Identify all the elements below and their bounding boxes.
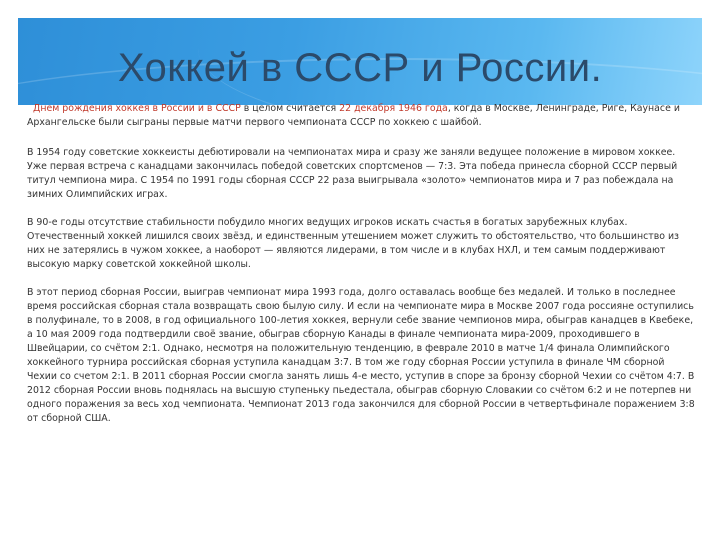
paragraph-text: , когда в Москве, Ленинграде, Риге, Каунасе и Архангельске были сыграны первые матчи первого чемпионата СССР по хоккею с шайбой.	[27, 103, 680, 128]
paragraph-2: В 1954 году советские хоккеисты дебютировали на чемпионатах мира и сразу же заняли ведущее положение в мировом хоккее. Уже первая встреча с канадцами закончилась победой советских спортсменов — 7:3. Эта победа принесла сборной СССР первый титул чемпиона мира. С 1954 по 1991 годы сборная СССР 22 раза выигрывала «золото» чемпионатов мира и 7 раз побеждала на зимних Олимпийских играх.	[27, 147, 678, 200]
highlight-text: Днем рождения хоккея в России и в СССР	[33, 103, 241, 114]
highlight-date: 22 декабря 1946 года	[339, 103, 448, 114]
paragraph-4: В этот период сборная России, выиграв чемпионат мира 1993 года, долго оставалась вообще без медалей. И только в последнее время российская сборная стала возвращать свою былую силу. И если на чемпионате мира в Москве 2007 года россияне оступились в полуфинале, то в 2008, в год официального 100-летия хоккея, вернули себе звание чемпионов мира, обыграв канадцев в Квебеке, а 10 мая 2009 года подтвердили своё звание, обыграв сборную Канады в финале чемпионата мира-2009, проходившего в Швейцарии, со счётом 2:1. Однако, несмотря на положительную тенденцию, в феврале 2010 в матче 1/4 финала Олимпийского хоккейного турнира российская сборная уступила канадцам 3:7. В том же году сборная России уступила в финале ЧМ сборной Чехии со счетом 2:1. В 2011 сборная России смогла занять лишь 4-е место, уступив в споре за бронзу сборной Чехии со счётом 4:7. В 2012 сборная России вновь поднялась на высшую ступеньку пьедестала, обыграв сборную Словакии со счётом 6:2 и не потерпев ни одного поражения за весь ход чемпионата. Чемпионат 2013 года закончился для сборной России в четвертьфинале поражением 3:8 от сборной США.	[27, 287, 695, 424]
paragraph-3: В 90-е годы отсутствие стабильности побудило многих ведущих игроков искать счастья в богатых зарубежных клубах. Отечественный хоккей лишился своих звёзд, и единственным утешением может служить то обстоятельство, что большинство из них не затерялись в чужом хоккее, а наоборот — являются лидерами, в том числе и в клубах НХЛ, и тем самым поддерживают высокую марку советской хоккейной школы.	[27, 217, 680, 270]
paragraph-1	[27, 102, 695, 130]
text-body	[27, 102, 695, 440]
paragraph-text: в целом считается	[240, 103, 340, 114]
page-title: Хоккей в СССР и России.	[117, 46, 603, 90]
